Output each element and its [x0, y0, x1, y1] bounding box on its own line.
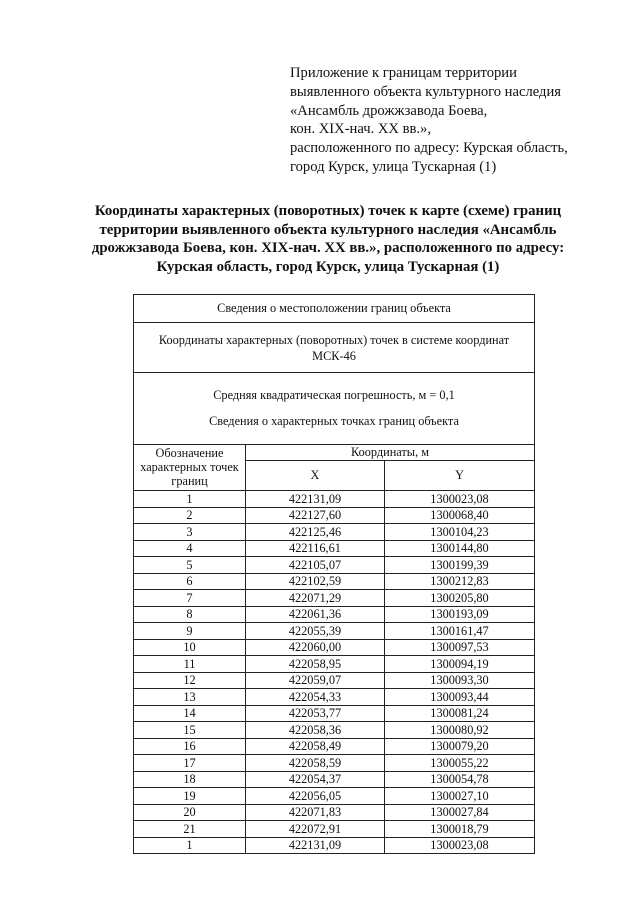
point-number-cell: 10	[134, 639, 246, 656]
y-coordinate-cell: 1300097,53	[385, 639, 535, 656]
y-coordinate-cell: 1300023,08	[385, 837, 535, 854]
x-coordinate-cell: 422058,36	[246, 722, 385, 739]
x-coordinate-cell: 422060,00	[246, 639, 385, 656]
point-number-cell: 13	[134, 689, 246, 706]
x-coordinate-cell: 422058,59	[246, 755, 385, 772]
point-number-cell: 1	[134, 837, 246, 854]
error-text: Средняя квадратическая погрешность, м = 0,1	[213, 388, 455, 402]
point-number-cell: 16	[134, 738, 246, 755]
point-number-cell: 5	[134, 557, 246, 574]
y-coordinate-cell: 1300055,22	[385, 755, 535, 772]
y-coordinate-cell: 1300104,23	[385, 524, 535, 541]
y-coordinate-cell: 1300018,79	[385, 821, 535, 838]
title-line: Курская область, город Курск, улица Тускарная (1)	[156, 258, 500, 275]
point-number-cell: 9	[134, 623, 246, 640]
table-row	[134, 821, 535, 838]
appendix-line: город Курск, улица Тускарная (1)	[290, 158, 497, 175]
table-row	[134, 738, 535, 755]
table-row	[134, 771, 535, 788]
x-coordinate-cell: 422059,07	[246, 672, 385, 689]
point-number-cell: 8	[134, 606, 246, 623]
location-header: Сведения о местоположении границ объекта	[134, 295, 535, 323]
table-row	[134, 540, 535, 557]
table-row	[134, 804, 535, 821]
y-coordinate-cell: 1300081,24	[385, 705, 535, 722]
x-coordinate-cell: 422105,07	[246, 557, 385, 574]
designation-column-header: Обозначение характерных точек границ	[134, 445, 246, 491]
table-row	[134, 755, 535, 772]
appendix-line: расположенного по адресу: Курская область,	[290, 140, 568, 157]
x-coordinate-cell: 422058,95	[246, 656, 385, 673]
x-coordinate-cell: 422071,29	[246, 590, 385, 607]
y-coordinate-cell: 1300144,80	[385, 540, 535, 557]
title-line: Координаты характерных (поворотных) точек к карте (схеме) границ	[94, 203, 562, 219]
points-info-text: Сведения о характерных точках границ объекта	[209, 414, 459, 428]
point-number-cell: 21	[134, 821, 246, 838]
title-line: дрожжзавода Боева, кон. XIX-нач. XX вв.», расположенного по адресу:	[91, 240, 565, 257]
x-coordinate-cell: 422102,59	[246, 573, 385, 590]
y-column-header: Y	[385, 461, 535, 491]
y-coordinate-cell: 1300068,40	[385, 507, 535, 524]
table-row	[134, 656, 535, 673]
x-coordinate-cell: 422053,77	[246, 705, 385, 722]
coordinates-column-header: Координаты, м	[246, 445, 535, 461]
table-row	[134, 524, 535, 541]
point-number-cell: 15	[134, 722, 246, 739]
point-number-cell: 4	[134, 540, 246, 557]
point-number-cell: 20	[134, 804, 246, 821]
document-title	[60, 202, 596, 276]
x-coordinate-cell: 422131,09	[246, 837, 385, 854]
x-coordinate-cell: 422054,33	[246, 689, 385, 706]
x-coordinate-cell: 422056,05	[246, 788, 385, 805]
y-coordinate-cell: 1300199,39	[385, 557, 535, 574]
y-coordinate-cell: 1300093,44	[385, 689, 535, 706]
y-coordinate-cell: 1300193,09	[385, 606, 535, 623]
y-coordinate-cell: 1300161,47	[385, 623, 535, 640]
y-coordinate-cell: 1300027,10	[385, 788, 535, 805]
y-coordinate-cell: 1300094,19	[385, 656, 535, 673]
table-row	[134, 722, 535, 739]
appendix-line: выявленного объекта культурного наследия	[290, 83, 561, 100]
coordinates-table	[133, 294, 535, 854]
appendix-line: Приложение к границам территории	[290, 65, 517, 81]
x-coordinate-cell: 422125,46	[246, 524, 385, 541]
table-row	[134, 705, 535, 722]
x-coordinate-cell: 422055,39	[246, 623, 385, 640]
coordinate-system-header: Координаты характерных (поворотных) точек в системе координат МСК-46	[134, 323, 535, 373]
x-column-header: X	[246, 461, 385, 491]
y-coordinate-cell: 1300027,84	[385, 804, 535, 821]
point-number-cell: 11	[134, 656, 246, 673]
point-number-cell: 18	[134, 771, 246, 788]
table-row	[134, 557, 535, 574]
x-coordinate-cell: 422061,36	[246, 606, 385, 623]
point-number-cell: 3	[134, 524, 246, 541]
x-coordinate-cell: 422054,37	[246, 771, 385, 788]
point-number-cell: 2	[134, 507, 246, 524]
y-coordinate-cell: 1300212,83	[385, 573, 535, 590]
table-row	[134, 590, 535, 607]
point-number-cell: 6	[134, 573, 246, 590]
table-row	[134, 639, 535, 656]
title-line: территории выявленного объекта культурного наследия «Ансамбль	[99, 221, 557, 238]
appendix-line: «Ансамбль дрожжзавода Боева,	[290, 102, 488, 119]
point-number-cell: 7	[134, 590, 246, 607]
x-coordinate-cell: 422071,83	[246, 804, 385, 821]
x-coordinate-cell: 422131,09	[246, 491, 385, 508]
point-number-cell: 14	[134, 705, 246, 722]
appendix-line: кон. XIX-нач. XX вв.»,	[290, 121, 431, 138]
y-coordinate-cell: 1300079,20	[385, 738, 535, 755]
point-number-cell: 12	[134, 672, 246, 689]
y-coordinate-cell: 1300023,08	[385, 491, 535, 508]
x-coordinate-cell: 422058,49	[246, 738, 385, 755]
table-row	[134, 788, 535, 805]
point-number-cell: 17	[134, 755, 246, 772]
table-row	[134, 837, 535, 854]
table-row	[134, 491, 535, 508]
appendix-note	[290, 64, 610, 177]
table-row	[134, 573, 535, 590]
x-coordinate-cell: 422072,91	[246, 821, 385, 838]
point-number-cell: 19	[134, 788, 246, 805]
point-number-cell: 1	[134, 491, 246, 508]
table-row	[134, 507, 535, 524]
y-coordinate-cell: 1300080,92	[385, 722, 535, 739]
y-coordinate-cell: 1300093,30	[385, 672, 535, 689]
x-coordinate-cell: 422116,61	[246, 540, 385, 557]
y-coordinate-cell: 1300054,78	[385, 771, 535, 788]
y-coordinate-cell: 1300205,80	[385, 590, 535, 607]
x-coordinate-cell: 422127,60	[246, 507, 385, 524]
table-row	[134, 623, 535, 640]
table-row	[134, 672, 535, 689]
table-row	[134, 606, 535, 623]
table-row	[134, 689, 535, 706]
accuracy-block	[134, 373, 535, 445]
